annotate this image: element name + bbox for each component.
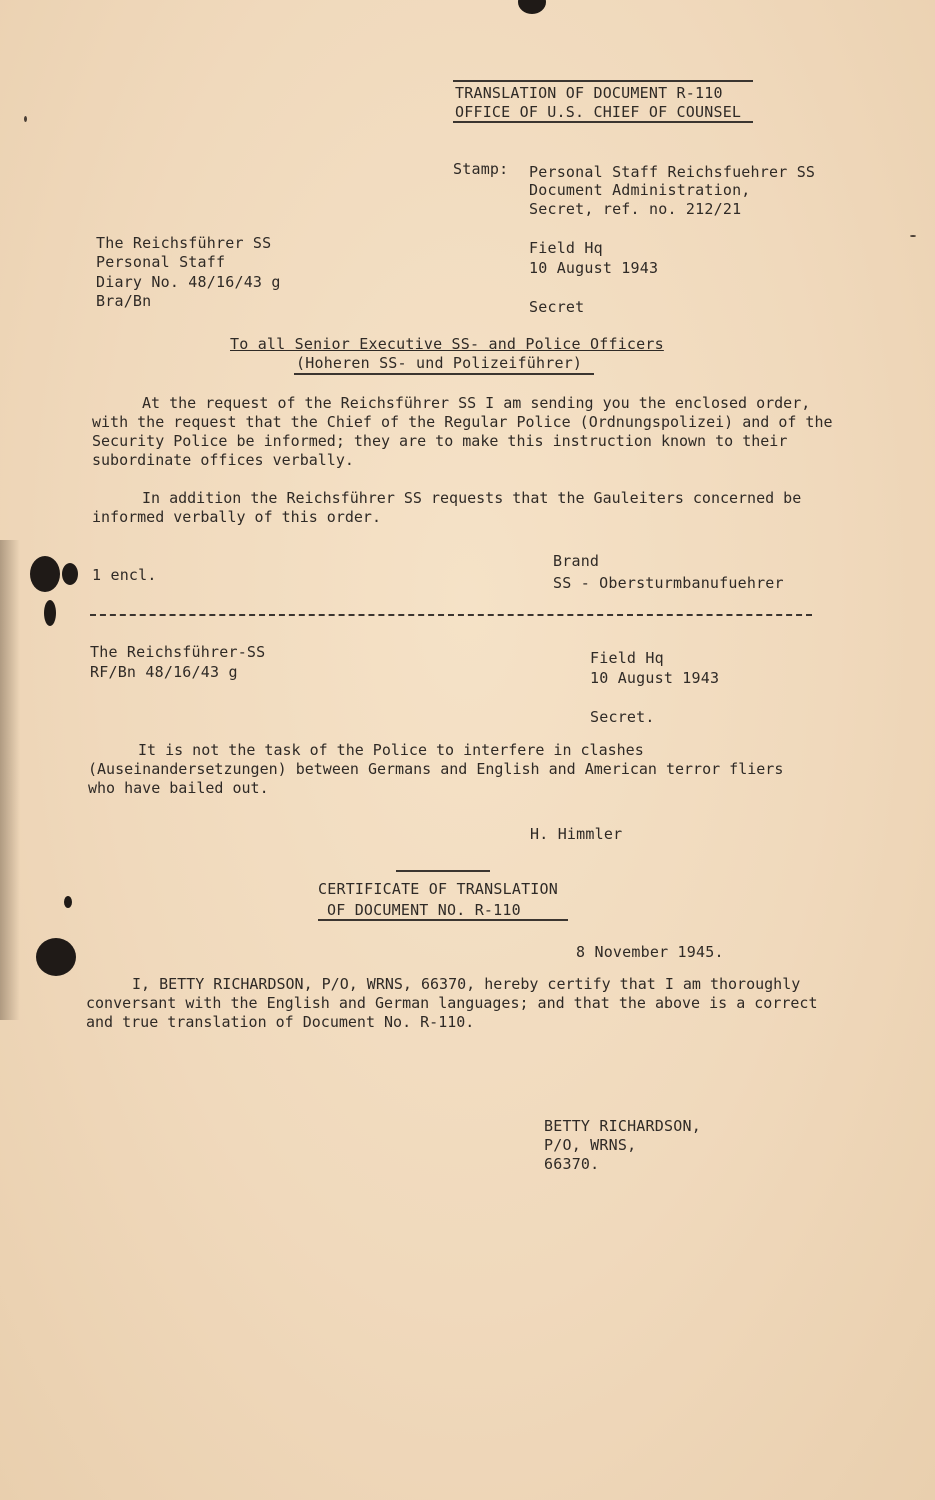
classification: Secret — [529, 298, 585, 316]
top-tear — [518, 0, 546, 14]
translator-number: 66370. — [544, 1155, 600, 1173]
stamp-line: Personal Staff Reichsfuehrer SS — [529, 163, 816, 181]
enclosure-note: 1 encl. — [92, 566, 157, 584]
body-paragraph: At the request of the Reichsführer SS I am sending you the enclosed order, with the request that the Chief of the Regular Police (Ordnungspolizei) and of the Security Police be informed; they are to make this instruction known to their subordinate offices verbally. — [92, 394, 833, 469]
certificate-date: 8 November 1945. — [576, 943, 724, 961]
certificate-rule-bottom — [318, 919, 568, 921]
sender-line: Personal Staff — [96, 253, 226, 271]
address-line: To all Senior Executive SS- and Police Officers — [230, 335, 664, 353]
body-paragraph: In addition the Reichsführer SS requests that the Gauleiters concerned be informed verbally of this order. — [92, 489, 802, 526]
signature-name: Brand — [553, 552, 600, 570]
order-date: 10 August 1943 — [590, 669, 720, 687]
address-rule — [294, 373, 594, 375]
stamp-line: Document Administration, — [529, 181, 751, 199]
punch-hole-upper-tail — [44, 600, 56, 626]
certificate-rule-top — [396, 870, 490, 872]
order-text: It is not the task of the Police to interfere in clashes (Auseinandersetzungen) between Germans and English and American terror fliers who have bailed out. — [88, 741, 784, 797]
left-edge-damage — [0, 540, 20, 1020]
punch-hole-upper — [30, 556, 60, 592]
header-rule-bottom — [453, 121, 753, 123]
certificate-text: I, BETTY RICHARDSON, P/O, WRNS, 66370, hereby certify that I am thoroughly conversant with the English and German languages; and that the above is a correct and true translation of Document No. R-110. — [86, 975, 818, 1031]
sender-line: The Reichsführer SS — [96, 234, 272, 252]
translator-name: BETTY RICHARDSON, — [544, 1117, 701, 1135]
place: Field Hq — [529, 239, 603, 257]
stamp-label: Stamp: — [453, 160, 509, 178]
order-sender: The Reichsführer-SS — [90, 643, 266, 661]
punch-hole-upper-edge — [62, 563, 78, 585]
sender-line: Diary No. 48/16/43 g — [96, 273, 281, 291]
paper-mark — [64, 896, 72, 908]
header-rule-top — [453, 80, 753, 82]
header-office: OFFICE OF U.S. CHIEF OF COUNSEL — [455, 103, 742, 121]
address-line-german: (Hoheren SS- und Polizeiführer) — [296, 354, 583, 372]
sender-line: Bra/Bn — [96, 292, 152, 310]
order-signature: H. Himmler — [530, 825, 623, 843]
certificate-title: OF DOCUMENT NO. R-110 — [327, 901, 521, 919]
punch-hole-lower — [36, 938, 76, 976]
signature-rank: SS - Obersturmbanufuehrer — [553, 574, 784, 592]
stamp-line: Secret, ref. no. 212/21 — [529, 200, 742, 218]
certificate-title: CERTIFICATE OF TRANSLATION — [318, 880, 558, 898]
order-reference: RF/Bn 48/16/43 g — [90, 663, 238, 681]
header-title: TRANSLATION OF DOCUMENT R-110 — [455, 84, 723, 102]
section-divider — [90, 614, 812, 616]
order-classification: Secret. — [590, 708, 655, 726]
paper-mark — [24, 116, 27, 122]
order-place: Field Hq — [590, 649, 664, 667]
paper-mark — [910, 235, 916, 237]
date: 10 August 1943 — [529, 259, 659, 277]
translator-rank: P/O, WRNS, — [544, 1136, 637, 1154]
